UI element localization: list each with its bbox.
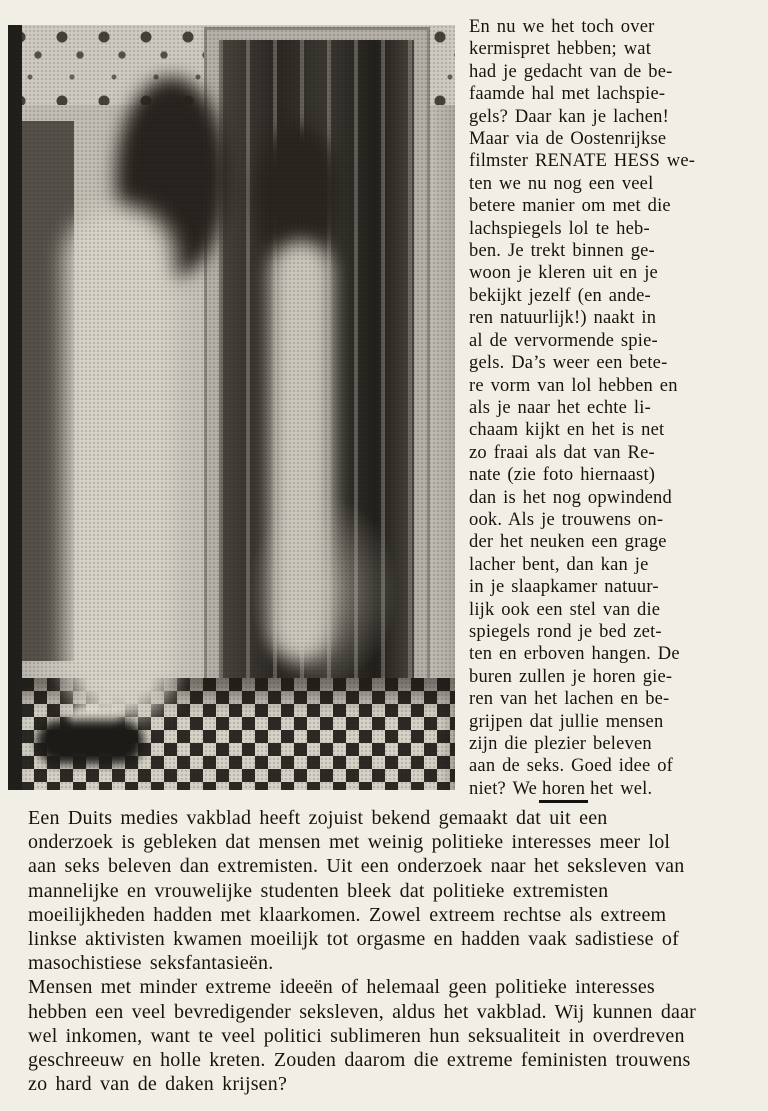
text-line: kermispret hebben; wat bbox=[469, 39, 652, 60]
intro-column bbox=[469, 16, 768, 800]
paragraph-2-last-line: zo hard van de daken krijsen? bbox=[28, 1073, 288, 1096]
text-line: grijpen dat jullie mensen bbox=[469, 711, 664, 732]
paragraph-1-last-line: masochistiese seksfantasieën. bbox=[28, 952, 274, 975]
bottom-article bbox=[28, 806, 768, 1096]
text-line: ren van het lachen en be- bbox=[469, 689, 670, 710]
text-line: lijk ook een stel van die bbox=[469, 599, 661, 620]
text-line: lachspiegels lol te heb- bbox=[469, 218, 650, 239]
text-line: al de vervormende spie- bbox=[469, 330, 658, 351]
text-line: filmster RENATE HESS we- bbox=[469, 151, 696, 172]
intro-column-lines bbox=[469, 16, 768, 778]
text-line: buren zullen je horen gie- bbox=[469, 666, 673, 687]
text-line: ren natuurlijk!) naakt in bbox=[469, 308, 657, 329]
underlined-word: horen bbox=[539, 779, 588, 803]
text-line: linkse aktivisten kwamen moeilijk tot orgasme en hadden vaak sadistiese of bbox=[28, 928, 679, 951]
text-line-final bbox=[469, 778, 768, 800]
text-line: had je gedacht van de be- bbox=[469, 61, 673, 82]
text-line: Mensen met minder extreme ideeën of helemaal geen politieke interesses bbox=[28, 976, 655, 999]
halftone-grain-overlay bbox=[8, 25, 455, 790]
text-line: aan de seks. Goed idee of bbox=[469, 756, 674, 777]
text-line: zo fraai als dat van Re- bbox=[469, 442, 655, 463]
text-line: Een Duits medies vakblad heeft zojuist bekend gemaakt dat uit een bbox=[28, 807, 608, 829]
text-line: lacher bent, dan kan je bbox=[469, 554, 649, 575]
text-line: ook. Als je trouwens on- bbox=[469, 509, 664, 530]
text-line: onderzoek is gebleken dat mensen met weinig politieke interesses meer lol bbox=[28, 831, 671, 854]
text-line: spiegels rond je bed zet- bbox=[469, 621, 662, 642]
text-line: ten en erboven hangen. De bbox=[469, 644, 680, 665]
text-line: in je slaapkamer natuur- bbox=[469, 577, 659, 598]
text-line: hebben een veel bevredigender seksleven, aldus het vakblad. Wij kunnen daar bbox=[28, 1000, 697, 1023]
text-line: aan seks beleven dan extremisten. Uit een onderzoek naar het seksleven van bbox=[28, 855, 685, 878]
text-line: re vorm van lol hebben en bbox=[469, 375, 678, 396]
text-line: woon je kleren uit en je bbox=[469, 263, 658, 284]
text-line: faamde hal met lachspie- bbox=[469, 84, 666, 105]
text-line: betere manier om met die bbox=[469, 196, 671, 217]
text-line: Maar via de Oostenrijkse bbox=[469, 129, 667, 150]
text-line: geschreeuw en holle kreten. Zouden daarom die extreme feministen trouwens bbox=[28, 1049, 691, 1072]
text-line: gels. Da’s weer een bete- bbox=[469, 353, 668, 374]
text-line: dan is het nog opwindend bbox=[469, 487, 672, 508]
text-line: mannelijke en vrouwelijke studenten bleek dat politieke extremisten bbox=[28, 879, 609, 902]
text-line: ten we nu nog een veel bbox=[469, 173, 654, 194]
text-line: bekijkt jezelf (en ande- bbox=[469, 285, 651, 306]
text-line: moeilijkheden hadden met klaarkomen. Zowel extreem rechtse als extreem bbox=[28, 903, 667, 926]
text-line: als je naar het echte li- bbox=[469, 397, 651, 418]
text-line: En nu we het toch over bbox=[469, 17, 655, 37]
text-line: der het neuken een grage bbox=[469, 532, 667, 553]
text-line: nate (zie foto hiernaast) bbox=[469, 465, 656, 486]
text-line: gels? Daar kan je lachen! bbox=[469, 106, 669, 127]
text-line: zijn die plezier beleven bbox=[469, 734, 652, 754]
text-line: ben. Je trekt binnen ge- bbox=[469, 241, 655, 262]
final-line-pre: niet? We bbox=[469, 778, 538, 799]
paragraph-2-lines bbox=[28, 975, 768, 1072]
text-line: chaam kijkt en het is net bbox=[469, 420, 665, 441]
hall-of-mirrors-photo bbox=[8, 25, 455, 790]
text-line: wel inkomen, want te veel politici sublimeren hun seksualiteit in overdreven bbox=[28, 1024, 685, 1047]
final-line-post: het wel. bbox=[590, 778, 653, 799]
paragraph-1-lines bbox=[28, 806, 768, 951]
